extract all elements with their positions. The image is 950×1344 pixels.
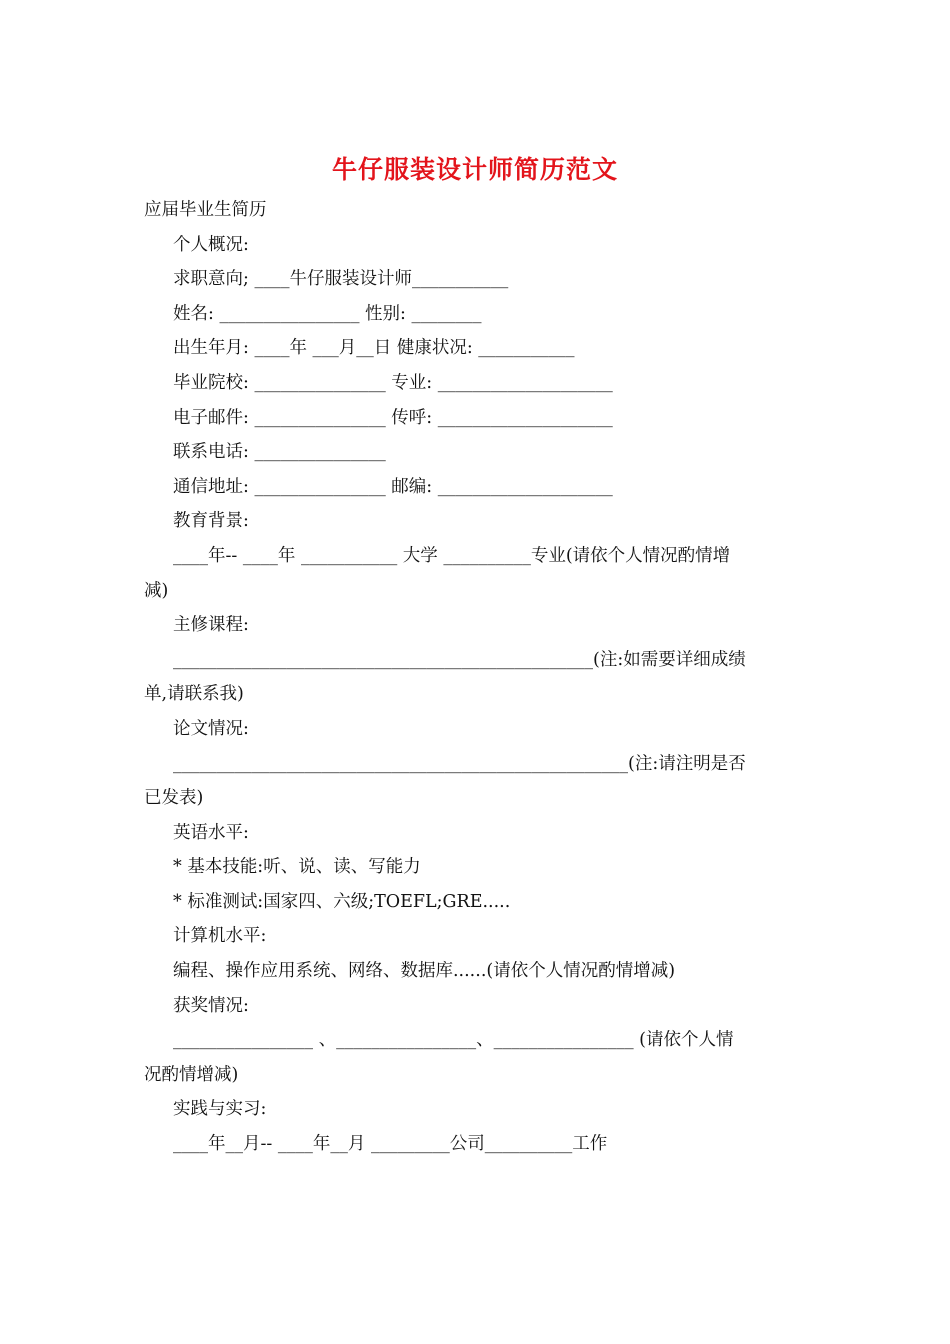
- text-line: ________________________________________________(注:如需要详细成绩: [173, 649, 746, 670]
- text-line: ____________________________________________________(注:请注明是否: [173, 753, 746, 774]
- text-line: 获奖情况:: [173, 995, 249, 1016]
- text-line: 减): [144, 580, 169, 601]
- text-line: 编程、操作应用系统、网络、数据库......(请依个人情况酌情增减): [173, 961, 676, 982]
- text-line: 况酌情增减): [144, 1064, 239, 1085]
- text-line: 出生年月: ____年 ___月__日 健康状况: ___________: [173, 338, 575, 359]
- text-line: 毕业院校: _______________ 专业: ____________________: [173, 372, 613, 393]
- text-line: 个人概况:: [173, 234, 249, 255]
- text-line: 联系电话: _______________: [173, 442, 386, 463]
- text-line: 求职意向; ____牛仔服装设计师___________: [173, 269, 509, 290]
- text-line: 通信地址: _______________ 邮编: ____________________: [173, 476, 613, 497]
- text-line: 实践与实习:: [173, 1099, 267, 1120]
- text-line: * 基本技能:听、说、读、写能力: [173, 857, 421, 878]
- text-line: 单,请联系我): [144, 684, 244, 705]
- text-line: 应届毕业生简历: [144, 200, 267, 220]
- text-line: 姓名: ________________ 性别: ________: [173, 303, 482, 324]
- text-line: 电子邮件: _______________ 传呼: ____________________: [173, 407, 613, 428]
- text-line: 已发表): [144, 788, 204, 809]
- document-body: [144, 193, 808, 1162]
- text-line: ________________ 、________________、________________ (请依个人情: [173, 1030, 734, 1051]
- text-line: ____年__月-- ____年__月 _________公司__________工作: [173, 1134, 608, 1155]
- text-line: 主修课程:: [173, 615, 249, 636]
- text-line: 英语水平:: [173, 822, 249, 843]
- text-line: 教育背景:: [173, 511, 249, 532]
- page-title: 牛仔服装设计师简历范文: [331, 155, 618, 184]
- text-line: * 标准测试:国家四、六级;TOEFL;GRE.....: [173, 891, 511, 912]
- text-line: ____年-- ____年 ___________ 大学 __________专业(请依个人情况酌情增: [173, 545, 731, 566]
- text-line: 计算机水平:: [173, 926, 267, 947]
- text-line: 论文情况:: [173, 718, 249, 739]
